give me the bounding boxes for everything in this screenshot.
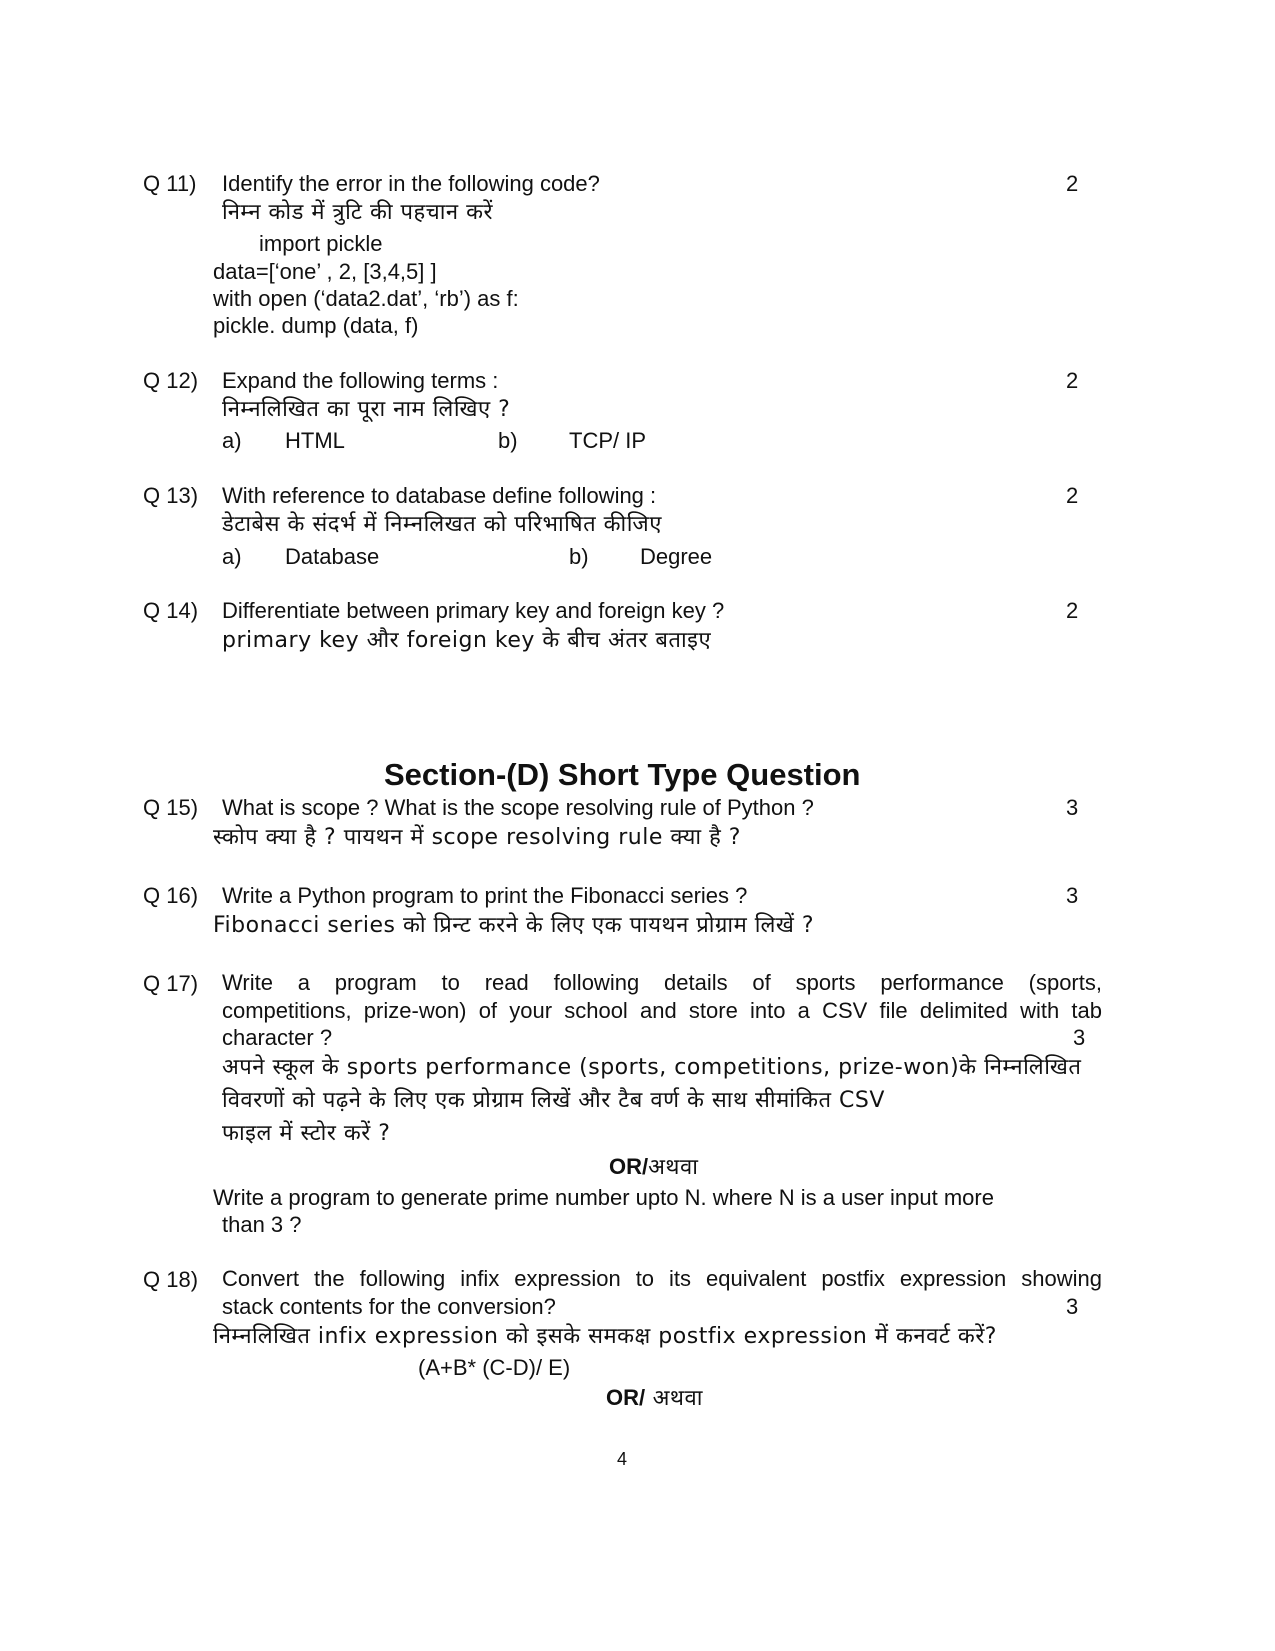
q11-number: Q 11) xyxy=(143,171,197,196)
q18-or-hi: अथवा xyxy=(645,1386,703,1411)
q17-or-hi: अथवा xyxy=(648,1155,699,1180)
q11-code-line-3: with open (‘data2.dat’, ‘rb’) as f: xyxy=(213,286,519,311)
q14-marks: 2 xyxy=(1066,598,1079,623)
q11-text-en: Identify the error in the following code? xyxy=(222,171,600,196)
q12-option-a: HTML xyxy=(285,428,345,453)
q13-option-a-label: a) xyxy=(222,544,242,569)
q12-number: Q 12) xyxy=(143,368,199,393)
q13-text-en: With reference to database define following : xyxy=(222,483,657,508)
q18-line-2: stack contents for the conversion? xyxy=(222,1294,556,1319)
q17-alt-line-1: Write a program to generate prime number upto N. where N is a user input more xyxy=(213,1185,994,1210)
q14-number: Q 14) xyxy=(143,598,199,623)
q17-hindi-line-2: विवरणों को पढ़ने के लिए एक प्रोग्राम लिखें और टैब वर्ण के साथ सीमांकित CSV xyxy=(222,1088,885,1113)
q18-line-1: Convert the following infix expression to its equivalent postfix expression showing xyxy=(222,1266,1102,1291)
q12-option-a-label: a) xyxy=(222,428,242,453)
q15-marks: 3 xyxy=(1066,795,1079,820)
q17-number: Q 17) xyxy=(143,971,199,996)
q13-marks: 2 xyxy=(1066,483,1079,508)
q17-hindi-line-3: फाइल में स्टोर करें ? xyxy=(222,1121,391,1146)
page-number: 4 xyxy=(617,1449,628,1469)
section-title: Section-(D) Short Type Question xyxy=(384,757,861,792)
q17-or-label xyxy=(609,1154,698,1181)
q12-text-en: Expand the following terms : xyxy=(222,368,499,393)
q17-or-en: OR/ xyxy=(609,1154,649,1179)
q12-option-b-label: b) xyxy=(498,428,518,453)
q17-alt-line-2: than 3 ? xyxy=(222,1212,302,1237)
q13-number: Q 13) xyxy=(143,483,199,508)
q13-option-b-label: b) xyxy=(569,544,589,569)
q11-code-line-1: import pickle xyxy=(259,231,383,256)
q18-marks: 3 xyxy=(1066,1294,1079,1319)
q13-text-hi: डेटाबेस के संदर्भ में निम्नलिखत को परिभाषित कीजिए xyxy=(222,512,662,537)
q14-text-hi: primary key और foreign key के बीच अंतर बताइए xyxy=(222,628,712,653)
q12-marks: 2 xyxy=(1066,368,1079,393)
q17-line-1: Write a program to read following details of sports performance (sports, xyxy=(222,970,1102,995)
q17-line-2: competitions, prize-won) of your school and store into a CSV file delimited with tab xyxy=(222,998,1102,1023)
q17-hindi-line-1: अपने स्कूल के sports performance (sports, competitions, prize-won)के निम्नलिखित xyxy=(222,1055,1082,1080)
q18-number: Q 18) xyxy=(143,1267,199,1292)
q14-text-en: Differentiate between primary key and foreign key ? xyxy=(222,598,725,623)
q11-text-hi: निम्न कोड में त्रुटि की पहचान करें xyxy=(222,200,493,225)
q17-marks: 3 xyxy=(1073,1025,1086,1050)
q16-text-hi: Fibonacci series को प्रिन्ट करने के लिए एक पायथन प्रोग्राम लिखें ? xyxy=(213,913,815,938)
q15-text-hi: स्कोप क्या है ? पायथन में scope resolving rule क्या है ? xyxy=(213,825,741,850)
q12-text-hi: निम्नलिखित का पूरा नाम लिखिए ? xyxy=(222,397,511,422)
q17-line-3: character ? xyxy=(222,1025,333,1050)
q13-option-b: Degree xyxy=(640,544,713,569)
q18-expression: (A+B* (C-D)/ E) xyxy=(418,1355,571,1380)
q18-hindi-text: निम्नलिखित infix expression को इसके समकक्ष postfix expression में कनवर्ट करें? xyxy=(213,1324,997,1349)
q11-marks: 2 xyxy=(1066,171,1079,196)
q16-number: Q 16) xyxy=(143,883,199,908)
q18-or-label xyxy=(606,1385,703,1412)
q11-code-line-4: pickle. dump (data, f) xyxy=(213,313,419,338)
q12-option-b: TCP/ IP xyxy=(569,428,647,453)
q15-number: Q 15) xyxy=(143,795,199,820)
q16-text-en: Write a Python program to print the Fibonacci series ? xyxy=(222,883,748,908)
q15-text-en: What is scope ? What is the scope resolving rule of Python ? xyxy=(222,795,814,820)
q13-option-a: Database xyxy=(285,544,380,569)
q18-or-en: OR/ xyxy=(606,1385,646,1410)
q11-code-line-2: data=[‘one’ , 2, [3,4,5] ] xyxy=(213,259,437,284)
q16-marks: 3 xyxy=(1066,883,1079,908)
